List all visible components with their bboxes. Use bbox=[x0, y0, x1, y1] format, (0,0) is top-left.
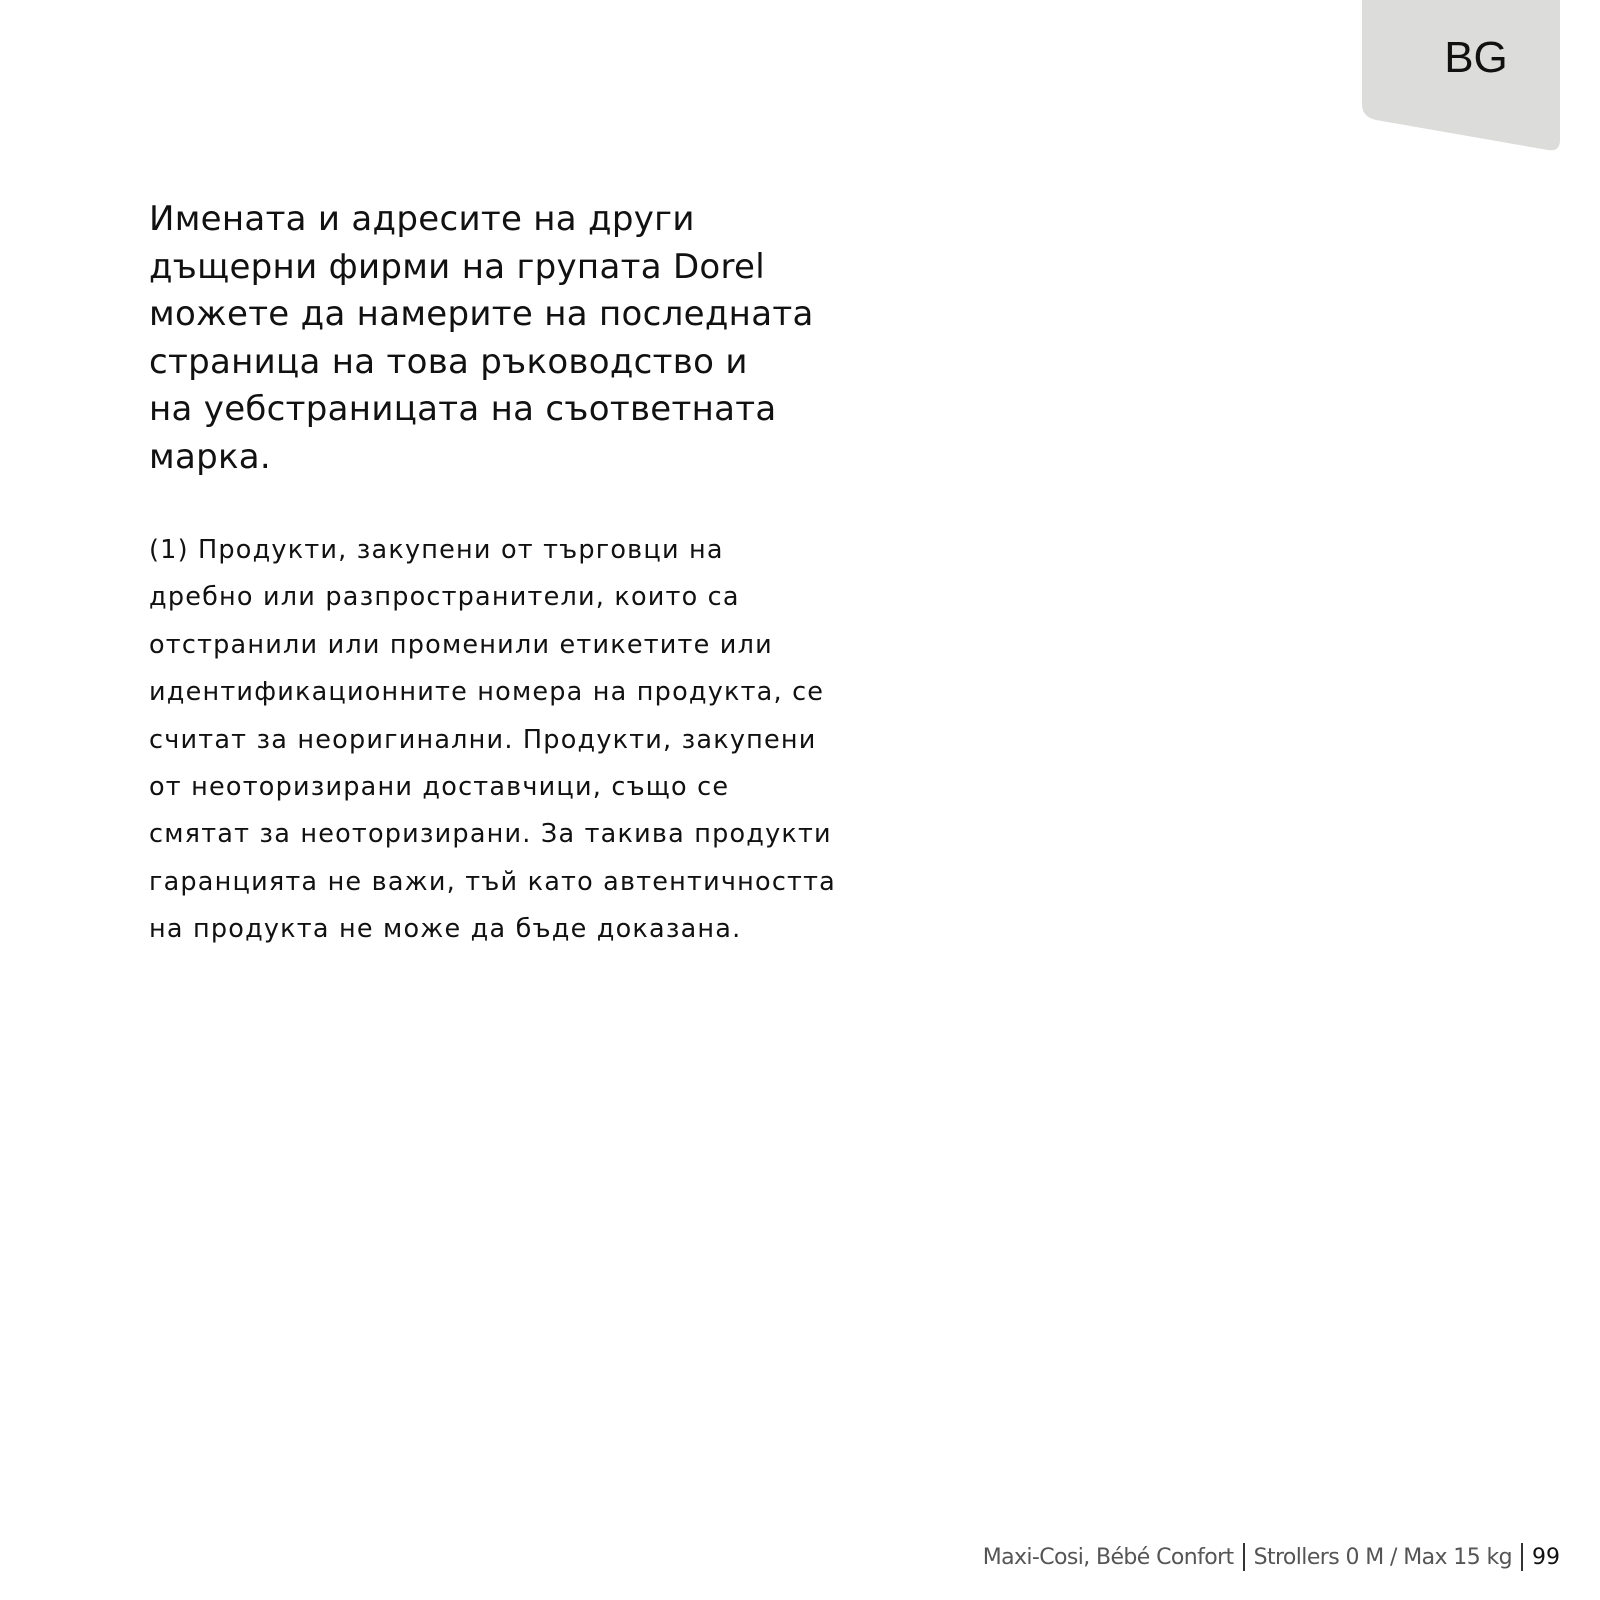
page-heading bbox=[149, 196, 849, 481]
footnote-paragraph bbox=[149, 527, 849, 954]
footer-separator bbox=[1521, 1543, 1523, 1571]
page-number: 99 bbox=[1532, 1544, 1560, 1570]
body-line: дребно или разпространители, които са bbox=[149, 582, 740, 613]
heading-line: марка. bbox=[149, 436, 272, 477]
language-code: BG bbox=[1444, 33, 1508, 82]
body-line: (1) Продукти, закупени от търговци на bbox=[149, 535, 724, 565]
body-line: идентификационните номера на продукта, се bbox=[149, 677, 825, 708]
footer-brand: Maxi-Cosi, Bébé Confort bbox=[982, 1544, 1234, 1570]
body-line: от неоторизирани доставчици, също се bbox=[149, 772, 730, 803]
page-footer bbox=[983, 1536, 1560, 1578]
language-tab bbox=[1362, 0, 1560, 152]
heading-line: страница на това ръководство и bbox=[149, 341, 748, 382]
body-line: отстранили или променили етикетите или bbox=[149, 629, 773, 660]
heading-line: дъщерни фирми на групата Dorel bbox=[149, 246, 766, 287]
heading-line: на уебстраницата на съответната bbox=[149, 389, 777, 429]
heading-line: можете да намерите на последната bbox=[149, 294, 814, 334]
footer-separator bbox=[1243, 1543, 1245, 1571]
body-line: гаранцията не важи, тъй като автентичността bbox=[149, 866, 836, 897]
body-line: смятат за неоторизирани. За такива продукти bbox=[149, 819, 832, 850]
heading-line: Имената и адресите на други bbox=[149, 199, 695, 239]
main-content bbox=[149, 196, 849, 954]
body-line: считат за неоригинални. Продукти, закупени bbox=[149, 724, 817, 755]
body-line: на продукта не може да бъде доказана. bbox=[149, 914, 742, 945]
footer-product: Strollers 0 M / Max 15 kg bbox=[1253, 1544, 1512, 1570]
